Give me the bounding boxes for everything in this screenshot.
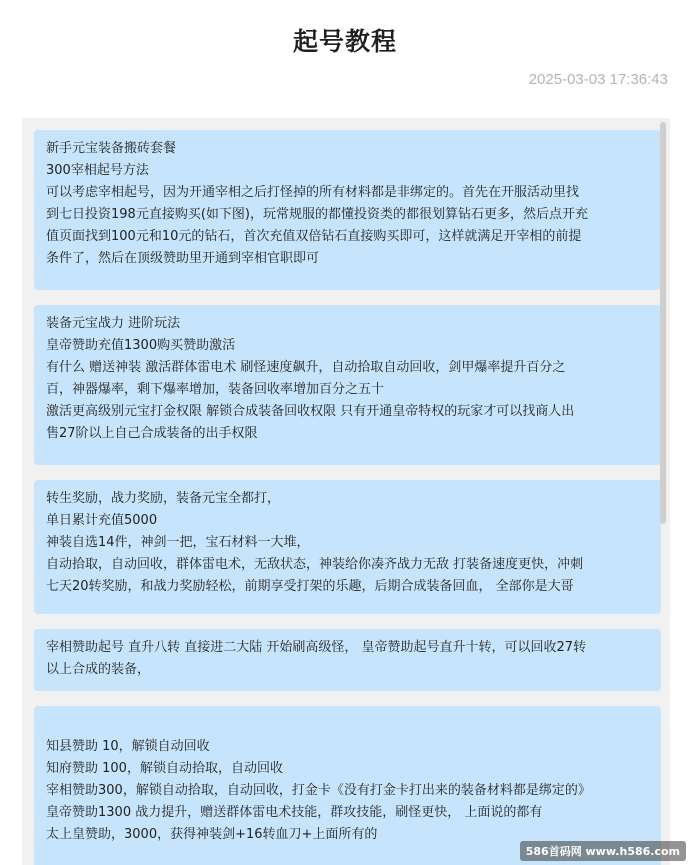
card-line: 可以考虑宰相起号，因为开通宰相之后打怪掉的所有材料都是非绑定的。首先在开服活动里找: [46, 185, 580, 200]
card-line: 神装自选14件，神剑一把，宝石材料一大堆，: [46, 535, 310, 550]
card-line: 以上合成的装备，: [46, 662, 151, 677]
card-line: 宰相赞助300，解锁自动拾取，自动回收，打金卡《没有打金卡打出来的装备材料都是绑定的》: [46, 783, 591, 798]
card-line: 条件了，然后在顶级赞助里开通到宰相官职即可: [46, 251, 320, 266]
content-card: [34, 480, 661, 614]
card-line: 七天20转奖励，和战力奖励轻松，前期享受打架的乐趣，后期合成装备回血， 全部你是大哥: [46, 579, 574, 594]
page-title: 起号教程: [292, 27, 397, 56]
card-line: 激活更高级别元宝打金权限 解锁合成装备回收权限 只有开通皇帝特权的玩家才可以找商人出: [46, 404, 575, 419]
card-line: 太上皇赞助，3000，获得神装剑+16转血刀+上面所有的: [46, 827, 378, 842]
card-line: 知县赞助 10，解锁自动回收: [46, 739, 210, 754]
card-line: 自动拾取，自动回收，群体雷电术，无敌状态，神装给你凑齐战力无敌 打装备速度更快，冲刺: [46, 557, 584, 572]
card-line: 到七日投资198元直接购买(如下图)，玩常规服的都懂投资类的都很划算钻石更多，然后点开充: [46, 207, 588, 222]
timestamp: 2025-03-03 17:36:43: [528, 71, 668, 88]
card-line: 有什么 赠送神装 激活群体雷电术 刷怪速度飙升，自动拾取自动回收，剑甲爆率提升百分之: [46, 360, 566, 375]
card-line: 皇帝赞助1300 战力提升，赠送群体雷电术技能，群攻技能，刷怪更快， 上面说的都有: [46, 805, 543, 820]
card-line: 值页面找到100元和10元的钻石，首次充值双倍钻石直接购买即可，这样就满足开宰相的前提: [46, 229, 582, 244]
card-line: 宰相赞助起号 直升八转 直接进二大陆 开始刷高级怪， 皇帝赞助起号直升十转，可以回收27转: [46, 640, 587, 655]
card-line: [46, 714, 651, 736]
content-card: [34, 629, 661, 691]
card-line: 单日累计充值5000: [46, 513, 158, 528]
card-line: 知府赞助 100，解锁自动拾取，自动回收: [46, 761, 283, 776]
card-line: 百，神器爆率，剩下爆率增加，装备回收率增加百分之五十: [46, 382, 385, 397]
card-line: 售27阶以上自己合成装备的出手权限: [46, 426, 258, 441]
card-line: 装备元宝战力 进阶玩法: [46, 316, 181, 331]
card-line: 转生奖励，战力奖励，装备元宝全都打，: [46, 491, 281, 506]
scrollbar[interactable]: [660, 122, 666, 524]
content-area[interactable]: [22, 118, 670, 865]
card-line: 300宰相起号方法: [46, 163, 149, 178]
card-line: 皇帝赞助充值1300购买赞助激活: [46, 338, 236, 353]
card-line: 新手元宝装备搬砖套餐: [46, 141, 177, 156]
content-card: [34, 305, 661, 465]
watermark: 586首码网 www.h586.com: [520, 841, 686, 861]
content-card: [34, 130, 661, 290]
